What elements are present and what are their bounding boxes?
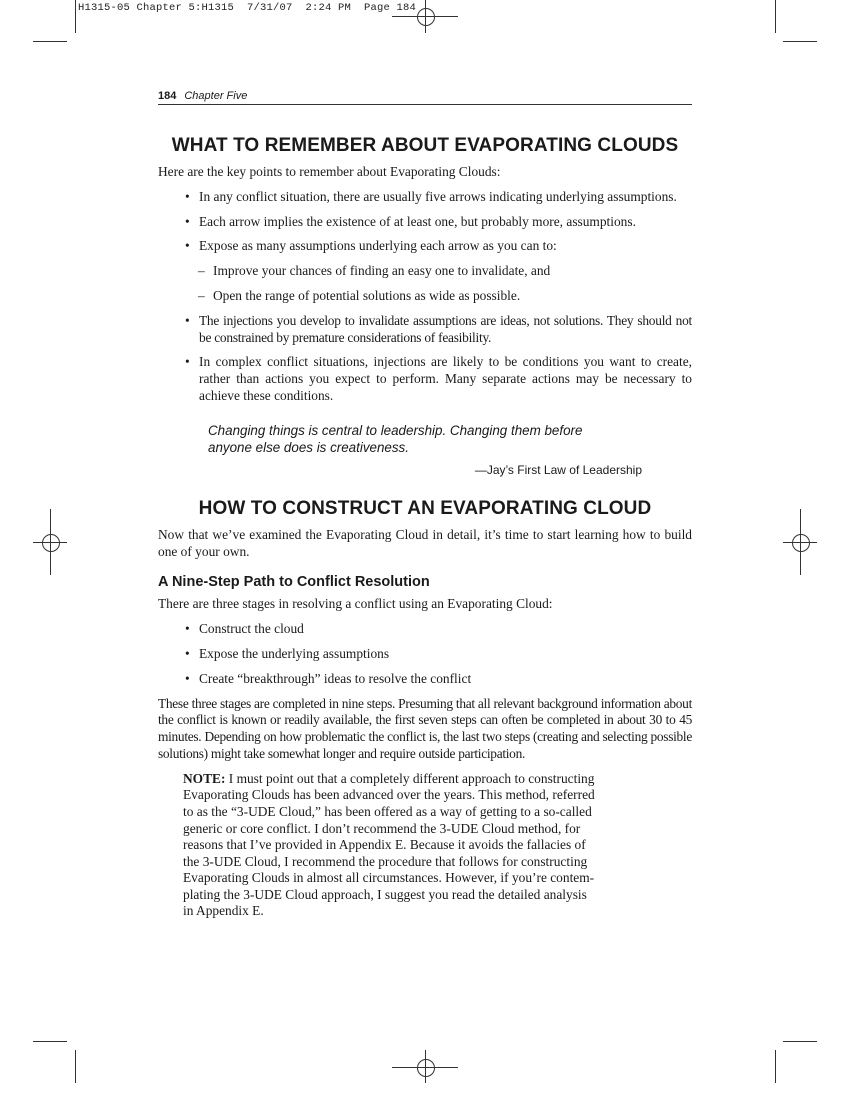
quote-attribution: —Jay’s First Law of Leadership <box>474 462 642 477</box>
sub-list-item: – Open the range of potential solutions as wide as possible. <box>198 287 521 303</box>
key-points-list <box>158 189 692 255</box>
note-label: NOTE: <box>183 770 226 786</box>
crop-mark <box>33 41 67 42</box>
key-points-list-continued <box>158 313 692 405</box>
note-block <box>183 771 663 920</box>
stages-list <box>158 621 692 687</box>
section-intro: Here are the key points to remember about Evaporating Clouds: <box>158 164 501 179</box>
crop-mark <box>783 41 817 42</box>
note-line: plating the 3-UDE Cloud approach, I suggest you read the detailed analysis <box>183 886 587 902</box>
crop-mark <box>33 1041 67 1042</box>
crop-mark <box>775 0 776 33</box>
crop-mark <box>775 1050 776 1083</box>
page-content <box>158 89 692 920</box>
note-line: NOTE: I must point out that a completely different approach to constructing <box>183 770 595 786</box>
note-line: reasons that I’ve provided in Appendix E. Because it avoids the fallacies of <box>183 837 586 853</box>
list-item: • The injections you develop to invalidate assumptions are ideas, not solutions. They should not be constrained by premature considerations of feasibility. <box>185 312 692 345</box>
note-line: Evaporating Clouds has been advanced over the years. This method, referred <box>183 787 595 803</box>
body-paragraph: These three stages are completed in nine steps. Presuming that all relevant background information about the conflict is known or readily available, the first seven steps can often be completed in about 30 to 45 minutes. Depending on how problematic the conflict is, the last two steps (creating and selecting possible solutions) might take somewhat longer and require outside participation. <box>158 695 692 761</box>
note-line: to as the “3-UDE Cloud,” has been offered as a way of getting to a so-called <box>183 803 592 819</box>
running-head <box>158 89 692 105</box>
section-title-remember: WHAT TO REMEMBER ABOUT EVAPORATING CLOUDS <box>171 135 679 156</box>
note-line: Evaporating Clouds in almost all circumstances. However, if you’re contem- <box>183 870 595 886</box>
epigraph-quote: Changing things is central to leadership. Changing them before anyone else does is creativeness. <box>208 422 583 455</box>
list-item: • Construct the cloud <box>185 621 304 637</box>
subheading: A Nine-Step Path to Conflict Resolution <box>158 574 430 591</box>
list-item: • In any conflict situation, there are usually five arrows indicating underlying assumptions. <box>185 188 677 204</box>
list-item: • Expose as many assumptions underlying each arrow as you can to: <box>185 238 557 254</box>
list-item: • Expose the underlying assumptions <box>185 645 390 661</box>
note-line: in Appendix E. <box>183 903 264 919</box>
stages-intro: There are three stages in resolving a conflict using an Evaporating Cloud: <box>158 596 553 612</box>
note-line: the 3-UDE Cloud, I recommend the procedure that follows for constructing <box>183 853 588 869</box>
note-line: generic or core conflict. I don’t recommend the 3-UDE Cloud method, for <box>183 820 581 836</box>
page-number: 184 <box>158 90 177 102</box>
crop-mark <box>783 1041 817 1042</box>
printer-slug: H1315-05 Chapter 5:H1315 7/31/07 2:24 PM Page 184 <box>78 2 417 14</box>
sub-list-item: – Improve your chances of finding an easy one to invalidate, and <box>198 263 551 279</box>
section-intro: Now that we’ve examined the Evaporating Cloud in detail, it’s time to start learning how to build one of your own. <box>158 526 692 559</box>
crop-mark <box>75 0 76 33</box>
chapter-title: Chapter Five <box>184 90 248 102</box>
list-item: • In complex conflict situations, injections are likely to be conditions you want to create, rather than actions you expect to perform. Many separate actions may be necessary to achieve these conditions. <box>185 354 692 403</box>
list-item: • Create “breakthrough” ideas to resolve the conflict <box>185 670 472 686</box>
crop-mark <box>75 1050 76 1083</box>
section-title-construct: HOW TO CONSTRUCT AN EVAPORATING CLOUD <box>198 497 652 519</box>
list-item: • Each arrow implies the existence of at least one, but probably more, assumptions. <box>185 213 636 229</box>
